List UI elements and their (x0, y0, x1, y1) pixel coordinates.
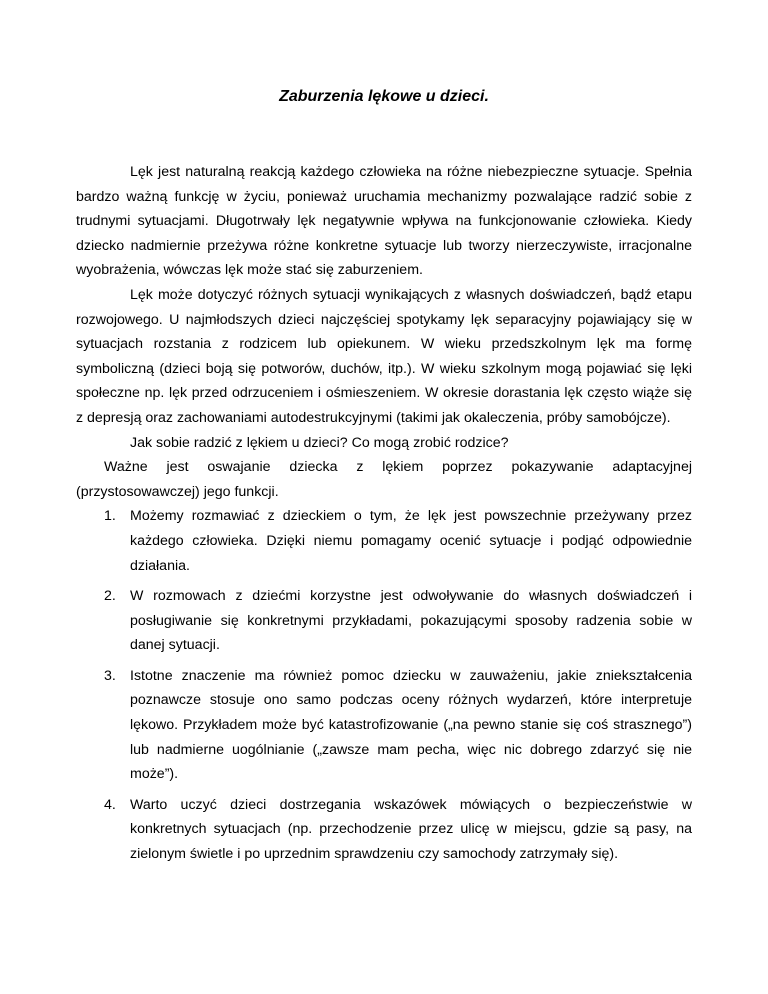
paragraph-types-of-anxiety: Lęk może dotyczyć różnych sytuacji wynikających z własnych doświadczeń, bądź etapu rozwojowego. U najmłodszych dzieci najczęściej spotykamy lęk separacyjny pojawiający się w sytuacjach rozstania z rodzicem lub opiekunem. W wieku przedszkolnym lęk ma formę symboliczną (dzieci boją się potworów, duchów, itp.). W wieku szkolnym mogą pojawiać się lęki społeczne np. lęk przed odrzuceniem i ośmieszeniem. W okresie dorastania lęk często wiąże się z depresją oraz zachowaniami autodestrukcyjnymi (takimi jak okaleczenia, próby samobójcze). (76, 286, 692, 426)
list-item (76, 664, 692, 787)
list-item-text: Istotne znaczenie ma również pomoc dziecku w zauważeniu, jakie zniekształcenia poznawcze stosuje ono samo podczas oceny różnych wydarzeń, które interpretuje lękowo. Przykładem może być katastrofizowanie („na pewno stanie się coś strasznego”) lub nadmierne uogólnianie („zawsze mam pecha, więc nic dobrego zdarzyć się nie może”). (130, 667, 692, 783)
list-item-number: 4. (104, 796, 116, 813)
document-body (76, 160, 692, 873)
paragraph-intro: Lęk jest naturalną reakcją każdego człowieka na różne niebezpieczne sytuacje. Spełnia bardzo ważną funkcję w życiu, ponieważ uruchamia mechanizmy pozwalające radzić sobie z trudnymi sytuacjami. Długotrwały lęk negatywnie wpływa na funkcjonowanie człowieka. Kiedy dziecko nadmiernie przeżywa różne konkretne sytuacje lub tworzy nierzeczywiste, irracjonalne wyobrażenia, wówczas lęk może stać się zaburzeniem. (76, 164, 692, 279)
document-title: Zaburzenia lękowe u dzieci. (279, 88, 489, 105)
list-item-number: 3. (104, 667, 116, 684)
advice-list (76, 504, 692, 866)
list-item-text: Warto uczyć dzieci dostrzegania wskazówek mówiących o bezpieczeństwie w konkretnych sytuacjach (np. przechodzenie przez ulicę w miejscu, gdzie są pasy, na zielonym świetle i po uprzednim sprawdzeniu czy samochody zatrzymały się). (130, 796, 692, 863)
list-item-number: 1. (104, 508, 116, 525)
paragraph-adaptive-function: Ważne jest oswajanie dziecka z lękiem poprzez pokazywanie adaptacyjnej (przystosowawczej) jego funkcji. (76, 459, 692, 500)
list-item (76, 504, 692, 578)
list-item (76, 584, 692, 658)
paragraph-question: Jak sobie radzić z lękiem u dzieci? Co mogą zrobić rodzice? (130, 434, 509, 451)
list-item-text: Możemy rozmawiać z dzieckiem o tym, że lęk jest powszechnie przeżywany przez każdego człowieka. Dzięki niemu pomagamy ocenić sytuacje i podjąć odpowiednie działania. (130, 508, 692, 574)
list-item (76, 793, 692, 867)
list-item-text: W rozmowach z dziećmi korzystne jest odwoływanie do własnych doświadczeń i posługiwanie się konkretnymi przykładami, pokazującymi sposoby radzenia sobie w danej sytuacji. (130, 588, 692, 654)
list-item-number: 2. (104, 588, 116, 605)
